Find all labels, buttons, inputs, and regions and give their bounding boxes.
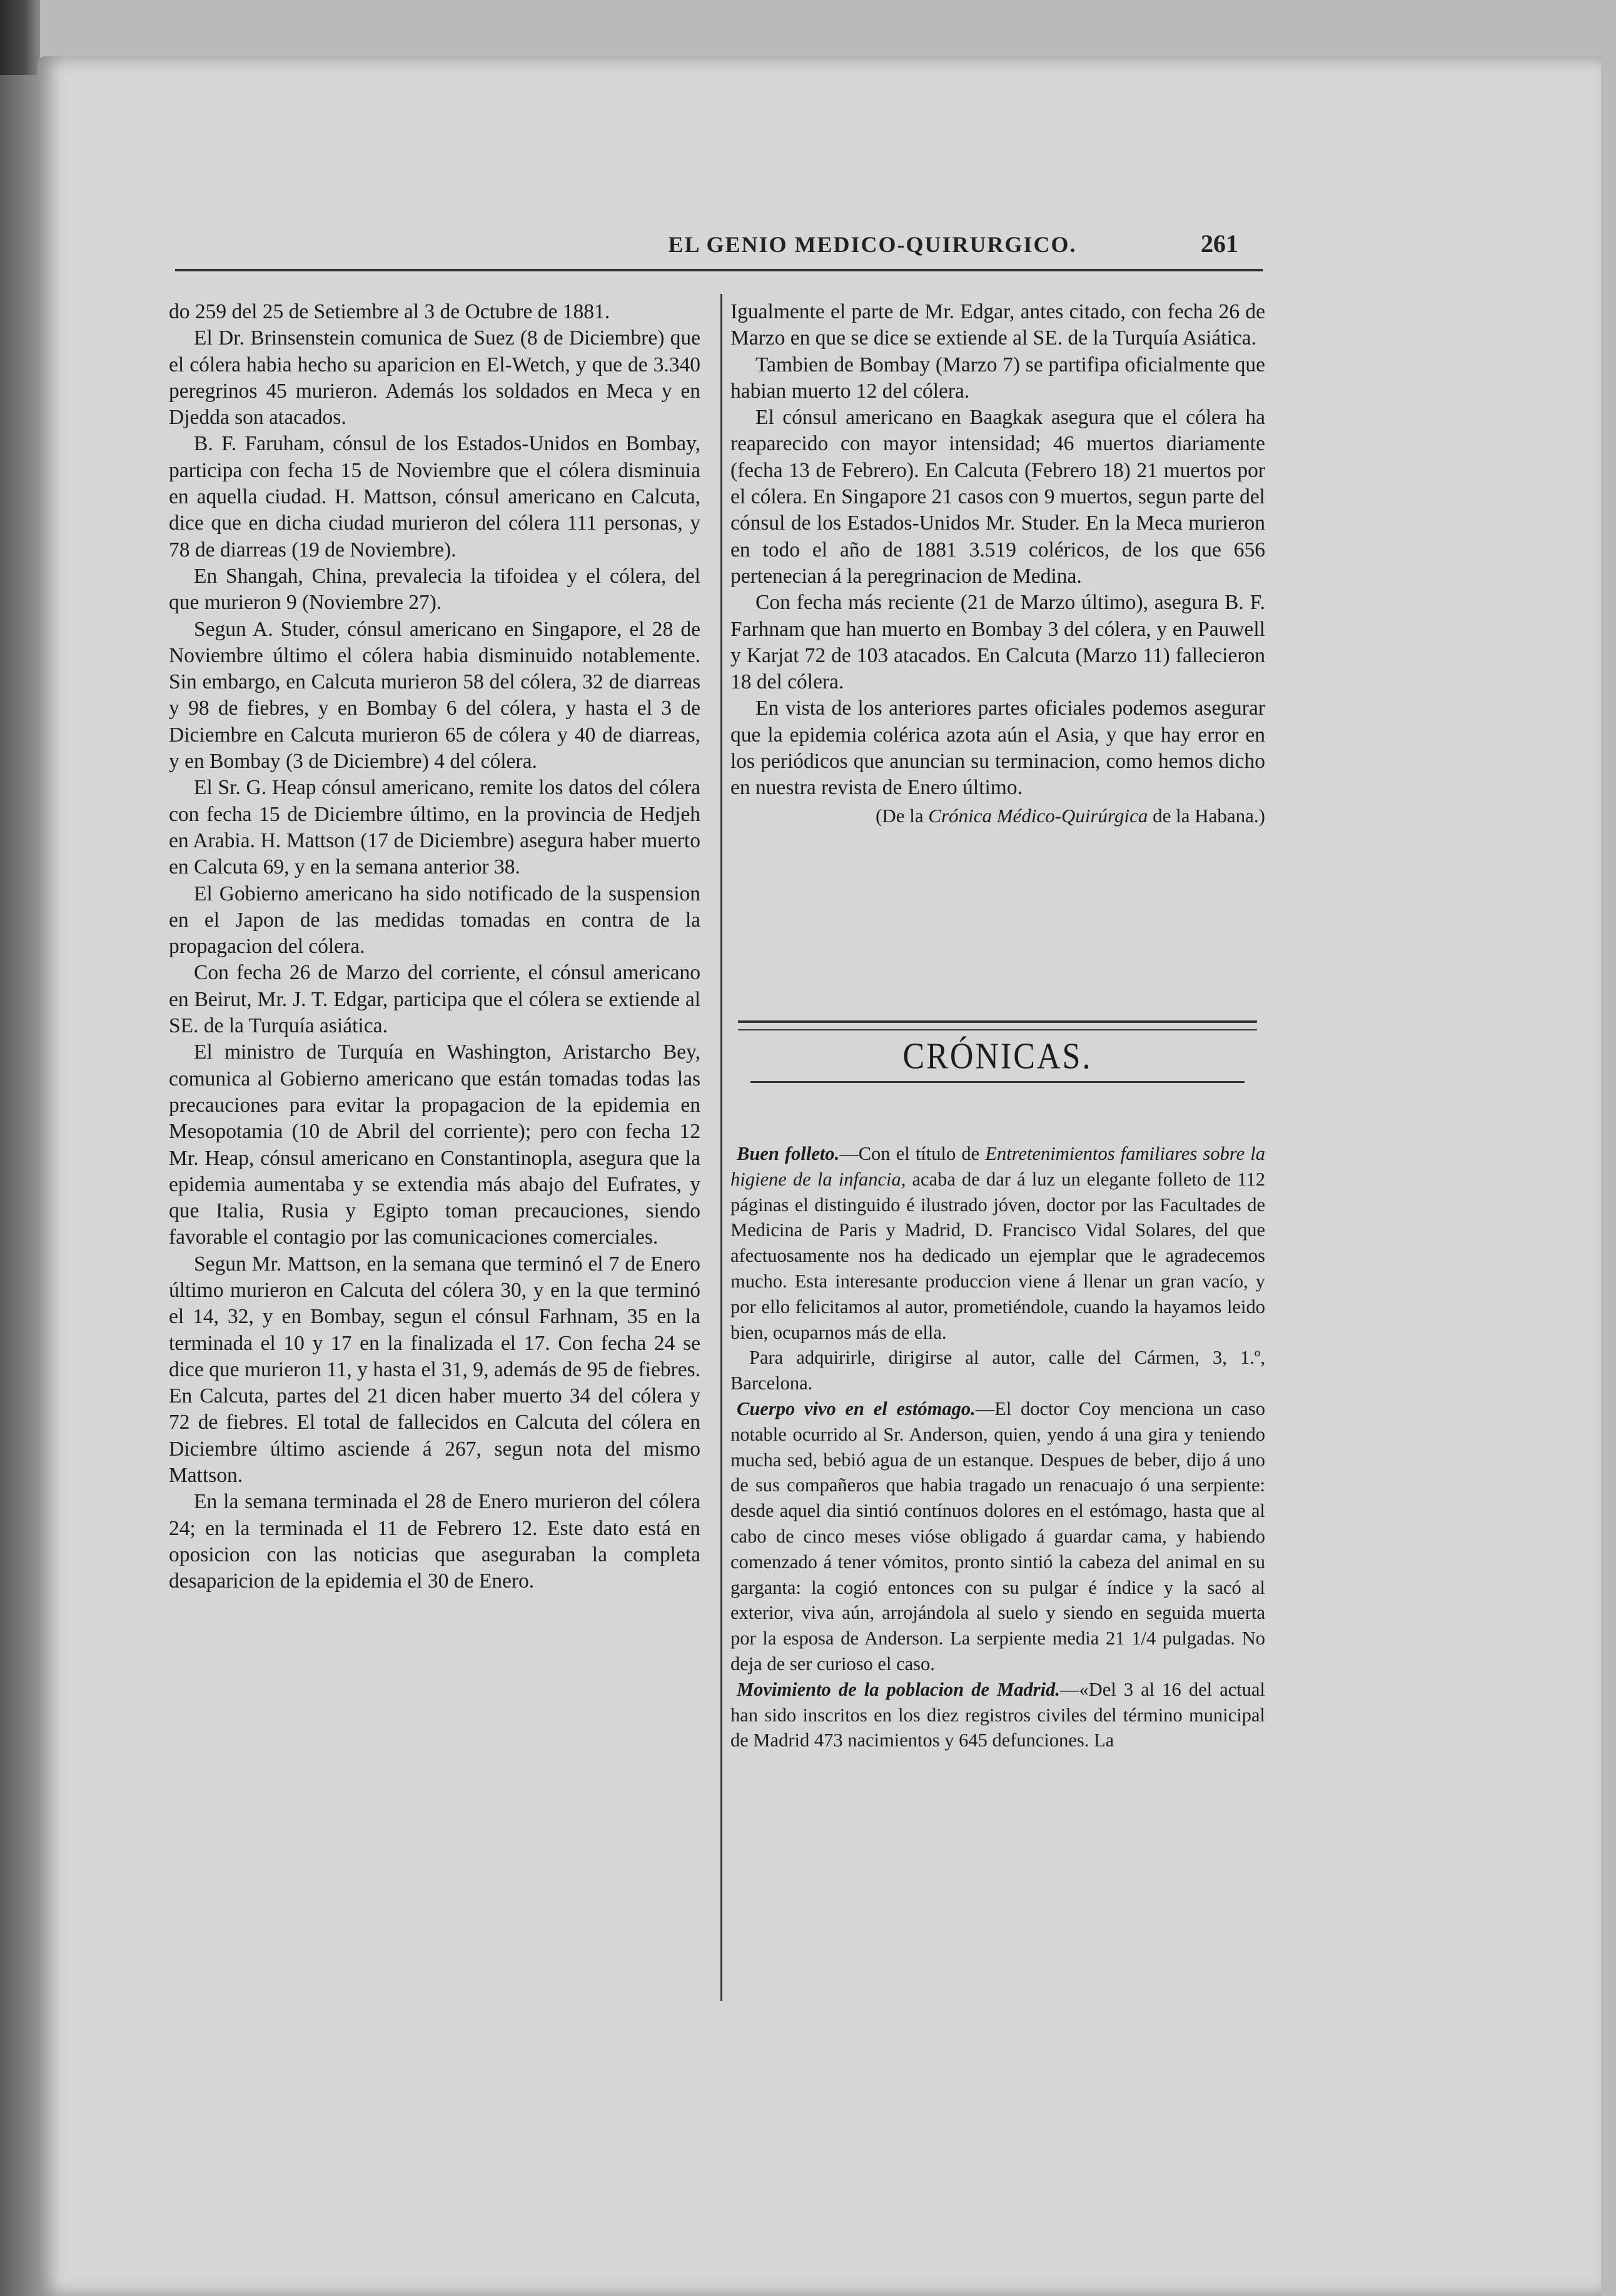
item-title: Cuerpo vivo en el estómago. [737,1397,976,1419]
item-text: acaba de dar á luz un elegante folleto de 112 páginas el distinguido é ilustrado jóven, doctor por las Facultades de Medicina de Paris y Madrid, D. Francisco Vidal Solares, del que afectuosamente nos ha dedicado un ejemplar que le agradecemos mucho. Esta interesante produccion viene á llenar un gran vacío, y por ello felicitamos al autor, prometiéndole, cuando la hayamos leido bien, ocuparnos más de ella. [730,1168,1265,1343]
paragraph: Con fecha más reciente (21 de Marzo último), asegura B. F. Farhnam que han muerto en Bombay 3 del cólera, y en Pauwell y Karjat 72 de 103 atacados. En Calcuta (Marzo 11) fallecieron 18 del cólera. [730,591,1265,694]
item-text: —«Del 3 al 16 del actual han sido inscritos en los diez registros civiles del término municipal de Madrid 473 nacimientos y 645 defunciones. La [730,1678,1266,1751]
column-divider [720,294,722,2001]
news-note: Para adquirirle, dirigirse al autor, calle del Cármen, 3, 1.º, Barcelona. [730,1347,1265,1394]
item-title: Buen folleto. [737,1143,840,1164]
paragraph: Segun A. Studer, cónsul americano en Singapore, el 28 de Noviembre último el cólera habia disminuido notablemente. Sin embargo, en Calcuta murieron 58 del cólera, 32 de diarreas y 98 de fiebres, y en Bombay 6 del cólera, y hasta el 3 de Diciembre en Calcuta murieron 65 de cólera y 40 de diarreas, y en Bombay (3 de Diciembre) 4 del cólera. [169,617,700,773]
item-text: —El doctor Coy menciona un caso notable ocurrido al Sr. Anderson, quien, yendo á una gira y teniendo mucha sed, bebió agua de un estanque. Despues de beber, dijo á uno de sus compañeros que habia tragado un renacuajo ó una serpiente: desde aquel dia sintió contínuos dolores en el estómago, hasta que al cabo de cinco meses vióse obligado á guardar cama, y habiendo comenzado á tener vómitos, pronto sintió la cabeza del animal en su garganta: la cogió entonces con su pulgar é índice y la sacó al exterior, viva aún, arrojándola al suelo y siendo en seguida muerta por la esposa de Anderson. La serpiente media 21 1/4 pulgadas. No deja de ser curioso el caso. [730,1397,1265,1674]
attribution-prefix: (De la [876,804,924,827]
paragraph: El cónsul americano en Baagkak asegura que el cólera ha reaparecido con mayor intensidad; 46 muertos diariamente (fecha 13 de Febrero). En Calcuta (Febrero 18) 21 muertos por el cólera. En Singapore 21 casos con 9 muertos, segun parte del cónsul de los Estados-Unidos Mr. Studer. En la Meca murieron en todo el año de 1881 3.519 coléricos, de los que 656 pertenecian á la peregrinacion de Medina. [730,406,1265,588]
header-rule [175,269,1263,271]
section-rule [750,1081,1245,1083]
running-title: EL GENIO MEDICO-QUIRURGICO. [668,232,1077,257]
left-column [169,299,700,1595]
item-text: —Con el título de [839,1143,986,1164]
paragraph: En vista de los anteriores partes oficiales podemos asegurar que la epidemia colérica azota aún el Asia, y que hay error en los periódicos que anuncian su terminacion, como hemos dicho en nuestra revista de Enero último. [730,697,1265,800]
attribution-suffix: de la Habana.) [1153,804,1265,827]
paragraph: El Sr. G. Heap cónsul americano, remite los datos del cólera con fecha 15 de Diciembre último, en la provincia de Hedjeh en Arabia. H. Mattson (17 de Diciembre) asegura haber muerto en Calcuta 69, y en la semana anterior 38. [169,776,700,879]
source-attribution [730,803,1265,829]
paragraph: Tambien de Bombay (Marzo 7) se partifipa oficialmente que habian muerto 12 del cólera. [730,353,1265,403]
paragraph: Igualmente el parte de Mr. Edgar, antes citado, con fecha 26 de Marzo en que se dice se extiende al SE. de la Turquía Asiática. [730,300,1265,350]
news-item [730,1141,1265,1345]
news-item [730,1677,1265,1753]
attribution-source: Crónica Médico-Quirúrgica [928,804,1148,827]
book-title: Entretenimientos familiares sobre la higiene de la infancia, [730,1143,1265,1190]
paragraph: Segun Mr. Mattson, en la semana que terminó el 7 de Enero último murieron en Calcuta del cólera 30, y en la que terminó el 14, 32, y en Bombay, segun el cónsul Farhnam, 35 en la terminada el 10 y 17 en la finalizada el 17. Con fecha 24 se dice que murieron 11, y hasta el 31, 9, además de 95 de fiebres. En Calcuta, partes del 21 dicen haber muerto 34 del cólera y 72 de fiebres. El total de fallecidos en Calcuta del cólera en Diciembre último asciende á 267, segun nota del mismo Mattson. [169,1252,700,1488]
section-title: CRÓNICAS. [902,1035,1093,1077]
paragraph: En la semana terminada el 28 de Enero murieron del cólera 24; en la terminada el 11 de Febrero 12. Este dato está en oposicion con las noticias que aseguraban la completa desaparicion de la epidemia el 30 de Enero. [169,1490,700,1593]
right-column-top [730,299,1265,829]
paragraph: El Dr. Brinsenstein comunica de Suez (8 de Diciembre) que el cólera habia hecho su aparicion en El-Wetch, y que de 3.340 peregrinos 45 murieron. Además los soldados en Meca y en Djedda son atacados. [169,326,700,430]
cronicas-column [730,1141,1265,1753]
page-number: 261 [1201,229,1238,258]
paragraph: Con fecha 26 de Marzo del corriente, el cónsul americano en Beirut, Mr. J. T. Edgar, participa que el cólera se extiende al SE. de la Turquía asiática. [169,961,700,1038]
section-double-rule [738,1020,1257,1030]
paragraph: En Shangah, China, prevalecia la tifoidea y el cólera, del que murieron 9 (Noviembre 27). [169,564,700,615]
paragraph: El Gobierno americano ha sido notificado de la suspension en el Japon de las medidas tomadas en contra de la propagacion del cólera. [169,882,700,959]
news-item [730,1396,1265,1677]
paragraph: do 259 del 25 de Setiembre al 3 de Octubre de 1881. [169,300,610,323]
item-title: Movimiento de la poblacion de Madrid. [737,1678,1061,1700]
cronicas-header [738,1020,1257,1083]
paragraph: El ministro de Turquía en Washington, Aristarcho Bey, comunica al Gobierno americano que están tomadas todas las precauciones para evitar la propagacion de la epidemia en Mesopotamia (10 de Abril del corriente); pero con fecha 12 Mr. Heap, cónsul americano en Constantinopla, asegura que la epidemia aumentaba y se extendia más abajo del Eufrates, y que Italia, Rusia y Egipto toman precauciones, siendo favorable el contagio por las comunicaciones comerciales. [169,1040,700,1249]
paragraph: B. F. Faruham, cónsul de los Estados-Unidos en Bombay, participa con fecha 15 de Noviembre que el cólera disminuia en aquella ciudad. H. Mattson, cónsul americano en Calcuta, dice que en dicha ciudad murieron del cólera 111 personas, y 78 de diarreas (19 de Noviembre). [169,432,700,561]
